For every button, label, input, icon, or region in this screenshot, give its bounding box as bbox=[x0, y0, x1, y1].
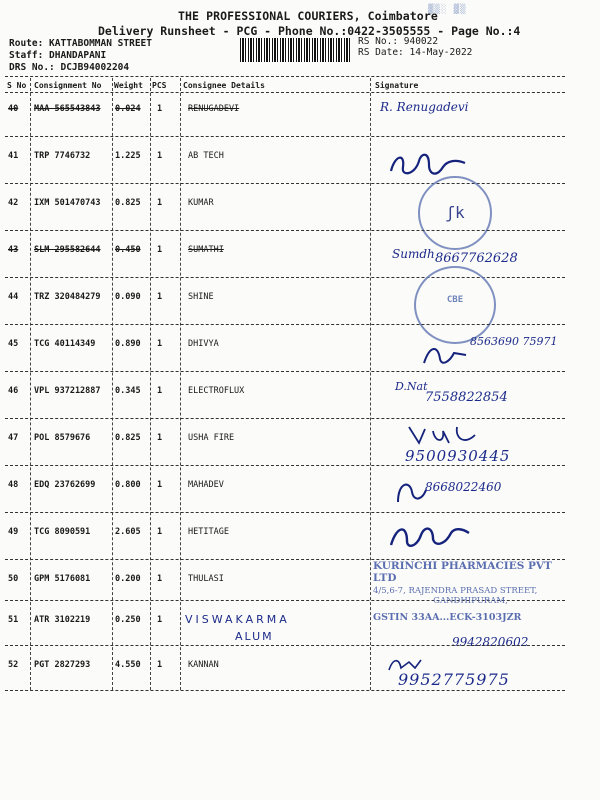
stamp-address-line: 4/5,6-7, RAJENDRA PRASAD STREET, bbox=[373, 586, 538, 596]
route-label: Route: KATTABOMMAN STREET bbox=[9, 38, 152, 49]
runsheet-subtitle: Delivery Runsheet - PCG - Phone No.:0422-3505555 - Page No.:4 bbox=[98, 24, 521, 38]
row-divider bbox=[5, 371, 565, 372]
consignment-number: ATR 3102219 bbox=[34, 615, 91, 625]
weight-value: 2.605 bbox=[115, 527, 141, 537]
row-divider bbox=[5, 183, 565, 184]
stamp-company-name: KURINCHI PHARMACIES PVT LTD bbox=[373, 560, 552, 584]
column-header-sno: S No bbox=[7, 81, 27, 90]
signature-handwriting: R. Renugadevi bbox=[380, 100, 469, 114]
consignee-name: KANNAN bbox=[188, 660, 219, 670]
table-row bbox=[0, 650, 600, 710]
weight-value: 0.825 bbox=[115, 433, 141, 443]
handwritten-phone: 9952775975 bbox=[398, 670, 510, 689]
row-divider bbox=[5, 690, 565, 691]
consignment-number: GPM 5176081 bbox=[34, 574, 91, 584]
consignee-name: HETITAGE bbox=[188, 527, 229, 537]
row-divider bbox=[5, 230, 565, 231]
consignee-name: ELECTROFLUX bbox=[188, 386, 245, 396]
consignee-name: USHA FIRE bbox=[188, 433, 235, 443]
serial-number: 46 bbox=[8, 386, 19, 396]
weight-value: 0.450 bbox=[115, 245, 141, 255]
weight-value: 0.090 bbox=[115, 292, 141, 302]
consignee-name: SUMATHI bbox=[188, 245, 224, 255]
handwritten-phone: 8667762628 bbox=[435, 251, 518, 266]
consignee-name: SHINE bbox=[188, 292, 214, 302]
staff-label: Staff: DHANDAPANI bbox=[9, 50, 107, 61]
serial-number: 44 bbox=[8, 292, 19, 302]
header-rule-top bbox=[5, 76, 565, 77]
weight-value: 0.800 bbox=[115, 480, 141, 490]
pieces-count: 1 bbox=[157, 198, 163, 208]
serial-number: 49 bbox=[8, 527, 19, 537]
signature-scribble bbox=[420, 341, 470, 369]
column-header-signature: Signature bbox=[375, 81, 419, 90]
pieces-count: 1 bbox=[157, 574, 163, 584]
consignment-number: TCG 40114349 bbox=[34, 339, 96, 349]
weight-value: 0.825 bbox=[115, 198, 141, 208]
stamp-area-line: GANDHIPURAM, bbox=[433, 596, 508, 606]
consignment-number: SLM 295582644 bbox=[34, 245, 101, 255]
handwritten-name-line2: ALUM bbox=[235, 630, 274, 643]
serial-number: 41 bbox=[8, 151, 19, 161]
rs-date: RS Date: 14-May-2022 bbox=[358, 47, 473, 58]
row-divider bbox=[5, 324, 565, 325]
row-divider bbox=[5, 418, 565, 419]
header-rule-bottom bbox=[5, 92, 565, 93]
signature-scribble bbox=[405, 423, 495, 447]
handwritten-phone: 8668022460 bbox=[425, 480, 502, 494]
company-title: THE PROFESSIONAL COURIERS, Coimbatore bbox=[178, 9, 438, 23]
weight-value: 0.024 bbox=[115, 104, 141, 114]
consignee-name: AB TECH bbox=[188, 151, 224, 161]
weight-value: 0.345 bbox=[115, 386, 141, 396]
pieces-count: 1 bbox=[157, 104, 163, 114]
rs-number: RS No.: 940022 bbox=[358, 36, 439, 47]
consignee-name: DHIVYA bbox=[188, 339, 219, 349]
consignment-number: EDQ 23762699 bbox=[34, 480, 96, 490]
weight-value: 4.550 bbox=[115, 660, 141, 670]
serial-number: 52 bbox=[8, 660, 19, 670]
pieces-count: 1 bbox=[157, 245, 163, 255]
consignment-number: TCG 8090591 bbox=[34, 527, 91, 537]
pieces-count: 1 bbox=[157, 386, 163, 396]
pieces-count: 1 bbox=[157, 292, 163, 302]
pieces-count: 1 bbox=[157, 151, 163, 161]
column-header-consignment: Consignment No bbox=[34, 81, 102, 90]
signature-handwriting: Sumdh bbox=[392, 247, 435, 261]
consignee-name: MAHADEV bbox=[188, 480, 224, 490]
serial-number: 40 bbox=[8, 104, 19, 114]
consignment-number: MAA 565543843 bbox=[34, 104, 101, 114]
stamp-gstin-line: GSTIN 33AA...ECK-3103JZR bbox=[373, 612, 522, 623]
serial-number: 51 bbox=[8, 615, 19, 625]
handwritten-phone: 8563690 75971 bbox=[470, 335, 558, 348]
serial-number: 50 bbox=[8, 574, 19, 584]
handwritten-name-line1: VISWAKARMA bbox=[185, 613, 290, 626]
row-divider bbox=[5, 465, 565, 466]
weight-value: 0.250 bbox=[115, 615, 141, 625]
serial-number: 47 bbox=[8, 433, 19, 443]
column-header-consignee: Consignee Details bbox=[183, 81, 265, 90]
column-header-pcs: PCS bbox=[152, 81, 167, 90]
signature-handwriting: D.Nat bbox=[395, 380, 428, 393]
consignment-number: POL 8579676 bbox=[34, 433, 91, 443]
handwritten-phone: 9500930445 bbox=[405, 447, 511, 465]
row-divider bbox=[5, 645, 565, 646]
company-round-stamp: CBE bbox=[414, 266, 496, 344]
consignment-number: TRP 7746732 bbox=[34, 151, 91, 161]
row-divider bbox=[5, 136, 565, 137]
company-round-stamp: ʃk bbox=[418, 176, 492, 250]
row-divider bbox=[5, 512, 565, 513]
column-header-weight: Weight bbox=[114, 81, 143, 90]
pieces-count: 1 bbox=[157, 339, 163, 349]
signature-scribble bbox=[385, 519, 475, 555]
drs-number: DRS No.: DCJB94002204 bbox=[9, 62, 130, 73]
handwritten-phone: 7558822854 bbox=[425, 390, 508, 405]
handwritten-phone: 9942820602 bbox=[452, 635, 529, 649]
consignee-name: KUMAR bbox=[188, 198, 214, 208]
company-address-stamp bbox=[373, 560, 568, 632]
weight-value: 0.890 bbox=[115, 339, 141, 349]
consignment-number: IXM 501470743 bbox=[34, 198, 101, 208]
faded-stamp-mark: ▓▒░ ▓▒ bbox=[428, 5, 467, 15]
serial-number: 45 bbox=[8, 339, 19, 349]
barcode bbox=[240, 38, 350, 62]
serial-number: 42 bbox=[8, 198, 19, 208]
pieces-count: 1 bbox=[157, 527, 163, 537]
consignment-number: TRZ 320484279 bbox=[34, 292, 101, 302]
serial-number: 48 bbox=[8, 480, 19, 490]
consignment-number: VPL 937212887 bbox=[34, 386, 101, 396]
pieces-count: 1 bbox=[157, 480, 163, 490]
weight-value: 0.200 bbox=[115, 574, 141, 584]
serial-number: 43 bbox=[8, 245, 19, 255]
consignee-name: THULASI bbox=[188, 574, 224, 584]
weight-value: 1.225 bbox=[115, 151, 141, 161]
pieces-count: 1 bbox=[157, 615, 163, 625]
consignee-name: RENUGADEVI bbox=[188, 104, 240, 114]
consignment-number: PGT 2827293 bbox=[34, 660, 91, 670]
pieces-count: 1 bbox=[157, 660, 163, 670]
pieces-count: 1 bbox=[157, 433, 163, 443]
